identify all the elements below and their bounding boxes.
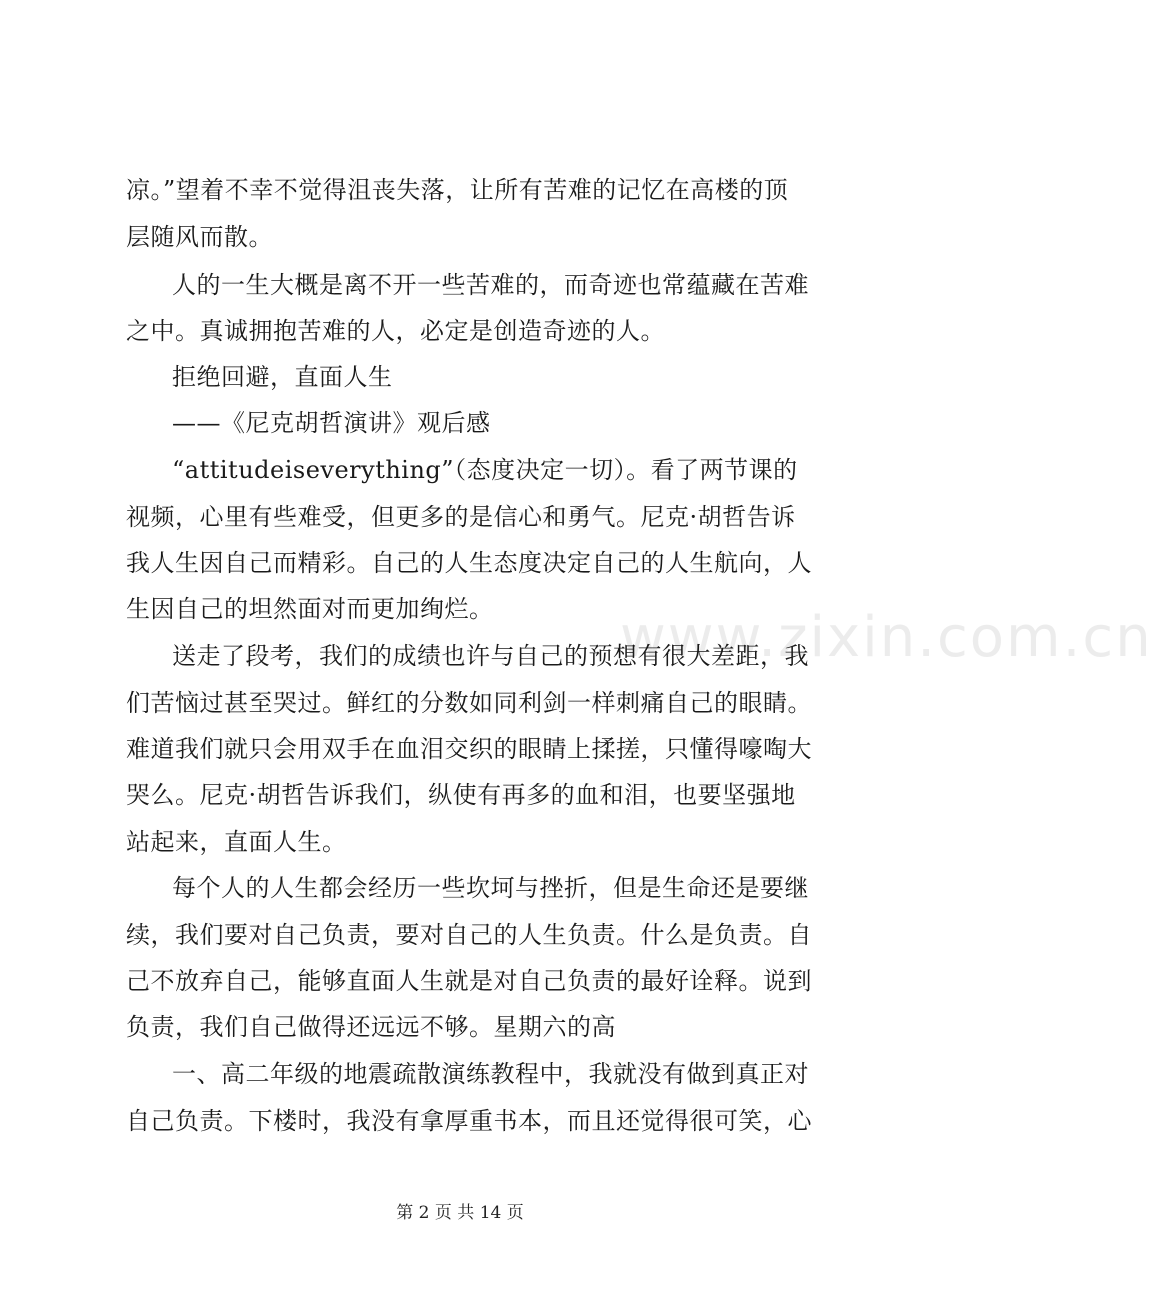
text-line: 一、高二年级的地震疏散演练教程中，我就没有做到真正对	[172, 1060, 809, 1088]
text-line: 送走了段考，我们的成绩也许与自己的预想有很大差距，我	[172, 642, 809, 670]
page-footer: 第 2 页 共 14 页	[396, 1203, 524, 1223]
text-line: 视频，心里有些难受，但更多的是信心和勇气。尼克·胡哲告诉	[126, 503, 796, 531]
watermark: www.zixin.com.cn	[620, 605, 1153, 670]
text-line: 续，我们要对自己负责，要对自己的人生负责。什么是负责。自	[126, 921, 812, 949]
text-line: 凉。”望着不幸不觉得沮丧失落，让所有苦难的记忆在高楼的顶	[126, 176, 789, 204]
text-line: 层随风而散。	[126, 223, 273, 251]
text-line: 哭么。尼克·胡哲告诉我们，纵使有再多的血和泪，也要坚强地	[126, 781, 796, 809]
section-subtitle: ——《尼克胡哲演讲》观后感	[172, 409, 491, 437]
section-heading: 拒绝回避，直面人生	[172, 363, 393, 391]
text-line: 站起来，直面人生。	[126, 828, 347, 856]
text-line: 自己负责。下楼时，我没有拿厚重书本，而且还觉得很可笑，心	[126, 1107, 812, 1135]
text-line: 难道我们就只会用双手在血泪交织的眼睛上揉搓，只懂得嚎啕大	[126, 735, 812, 763]
text-line: 人的一生大概是离不开一些苦难的，而奇迹也常蕴藏在苦难	[172, 271, 809, 299]
text-line: 己不放弃自己，能够直面人生就是对自己负责的最好诠释。说到	[126, 967, 812, 995]
text-line: 每个人的人生都会经历一些坎坷与挫折，但是生命还是要继	[172, 874, 809, 902]
text-line: 之中。真诚拥抱苦难的人，必定是创造奇迹的人。	[126, 317, 665, 345]
text-line: “attitudeiseverything”（态度决定一切）。看了两节课的	[172, 456, 798, 484]
text-line: 负责，我们自己做得还远远不够。星期六的高	[126, 1013, 616, 1041]
text-line: 生因自己的坦然面对而更加绚烂。	[126, 595, 494, 623]
text-line: 我人生因自己而精彩。自己的人生态度决定自己的人生航向，人	[126, 549, 812, 577]
text-line: 们苦恼过甚至哭过。鲜红的分数如同利剑一样刺痛自己的眼睛。	[126, 689, 812, 717]
